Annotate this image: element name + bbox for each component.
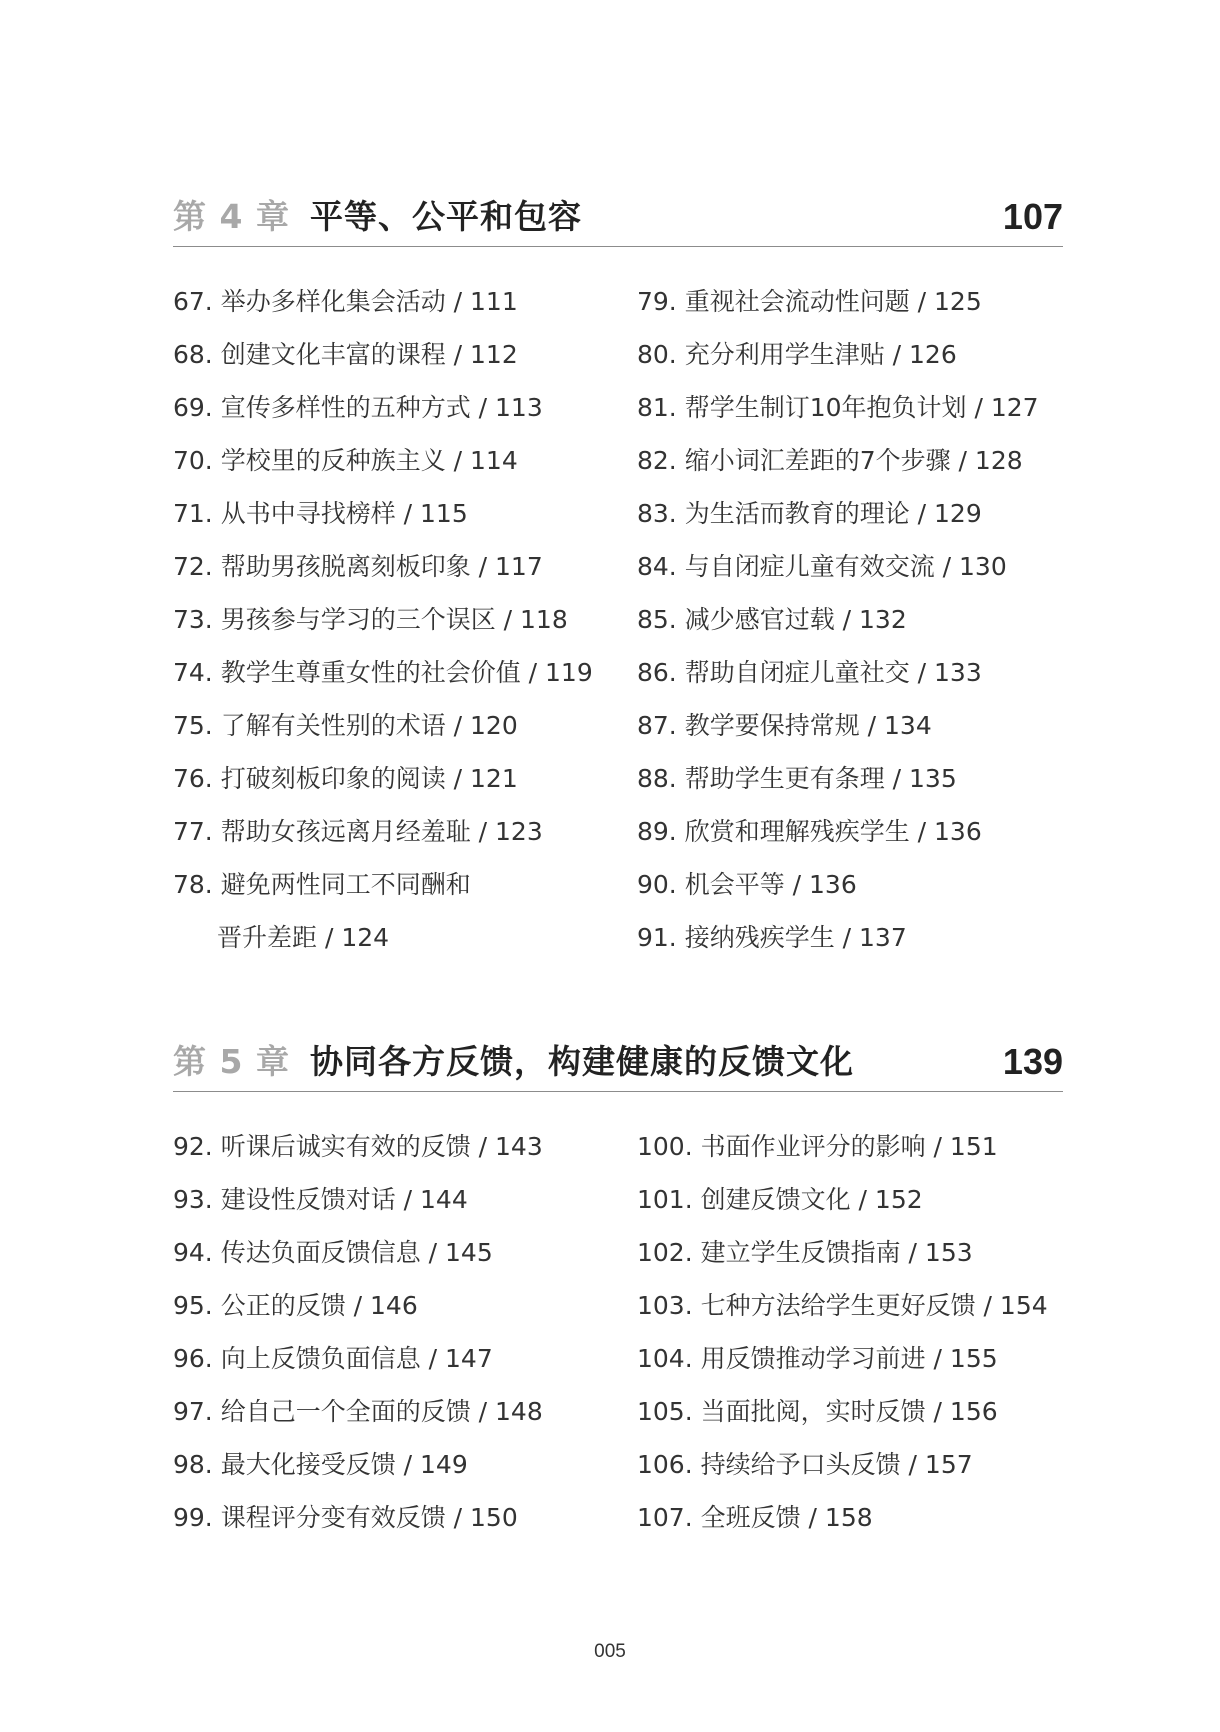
toc-entry[interactable]: 93. 建设性反馈对话 / 144 — [173, 1185, 468, 1214]
toc-entry[interactable]: 85. 减少感官过载 / 132 — [637, 605, 907, 634]
chapter-4 — [173, 190, 1063, 952]
toc-entry[interactable]: 95. 公正的反馈 / 146 — [173, 1291, 418, 1320]
toc-entry[interactable]: 72. 帮助男孩脱离刻板印象 / 117 — [173, 552, 543, 581]
toc-entry[interactable]: 86. 帮助自闭症儿童社交 / 133 — [637, 658, 982, 687]
toc-entry[interactable]: 68. 创建文化丰富的课程 / 112 — [173, 340, 518, 369]
toc-entry[interactable]: 81. 帮学生制订10年抱负计划 / 127 — [637, 393, 1039, 422]
toc-entry[interactable]: 104. 用反馈推动学习前进 / 155 — [637, 1344, 998, 1373]
toc-entry[interactable]: 70. 学校里的反种族主义 / 114 — [173, 446, 518, 475]
chapter-number: 第 5 章 — [173, 1042, 290, 1081]
toc-entry[interactable]: 99. 课程评分变有效反馈 / 150 — [173, 1503, 518, 1532]
toc-entry[interactable]: 105. 当面批阅，实时反馈 / 156 — [637, 1397, 998, 1426]
toc-entry[interactable]: 83. 为生活而教育的理论 / 129 — [637, 499, 982, 528]
toc-entry[interactable]: 67. 举办多样化集会活动 / 111 — [173, 287, 518, 316]
toc-entry[interactable]: 88. 帮助学生更有条理 / 135 — [637, 764, 957, 793]
toc-entry[interactable]: 87. 教学要保持常规 / 134 — [637, 711, 932, 740]
toc-entry[interactable]: 100. 书面作业评分的影响 / 151 — [637, 1132, 998, 1161]
toc-entry[interactable]: 79. 重视社会流动性问题 / 125 — [637, 287, 982, 316]
toc-entry[interactable]: 89. 欣赏和理解残疾学生 / 136 — [637, 817, 982, 846]
chapter-page-number: 107 — [1002, 196, 1063, 237]
toc-entry[interactable]: 80. 充分利用学生津贴 / 126 — [637, 340, 957, 369]
toc-entry[interactable]: 94. 传达负面反馈信息 / 145 — [173, 1238, 493, 1267]
chapter-header — [173, 1035, 1063, 1092]
toc-left-column — [173, 275, 593, 964]
toc-entry[interactable]: 101. 创建反馈文化 / 152 — [637, 1185, 923, 1214]
toc-entry[interactable]: 77. 帮助女孩远离月经羞耻 / 123 — [173, 817, 543, 846]
toc-entry[interactable]: 103. 七种方法给学生更好反馈 / 154 — [637, 1291, 1048, 1320]
chapter-header — [173, 190, 1063, 247]
toc-entry[interactable]: 71. 从书中寻找榜样 / 115 — [173, 499, 468, 528]
toc-entry[interactable]: 92. 听课后诚实有效的反馈 / 143 — [173, 1132, 543, 1161]
chapter-title: 协同各方反馈，构建健康的反馈文化 — [310, 1042, 854, 1081]
toc-entry[interactable]: 69. 宣传多样性的五种方式 / 113 — [173, 393, 543, 422]
chapter-title: 平等、公平和包容 — [310, 197, 582, 236]
toc-entry[interactable]: 75. 了解有关性别的术语 / 120 — [173, 711, 518, 740]
toc-entry[interactable]: 107. 全班反馈 / 158 — [637, 1503, 873, 1532]
toc-entry[interactable]: 97. 给自己一个全面的反馈 / 148 — [173, 1397, 543, 1426]
toc-right-column — [637, 1120, 1048, 1544]
toc-entry[interactable]: 91. 接纳残疾学生 / 137 — [637, 923, 907, 952]
toc-entry[interactable]: 98. 最大化接受反馈 / 149 — [173, 1450, 468, 1479]
toc-entry[interactable]: 78. 避免两性同工不同酬和 — [173, 870, 471, 899]
chapter-5 — [173, 1035, 1063, 1532]
toc-entry[interactable]: 96. 向上反馈负面信息 / 147 — [173, 1344, 493, 1373]
toc-entry[interactable]: 84. 与自闭症儿童有效交流 / 130 — [637, 552, 1007, 581]
toc-right-column — [637, 275, 1039, 964]
page-number: 005 — [594, 1641, 626, 1662]
toc-left-column — [173, 1120, 543, 1544]
toc-entry-continuation[interactable]: 晋升差距 / 124 — [217, 923, 390, 952]
toc-entry[interactable]: 74. 教学生尊重女性的社会价值 / 119 — [173, 658, 593, 687]
toc-entry[interactable]: 102. 建立学生反馈指南 / 153 — [637, 1238, 973, 1267]
toc-entry[interactable]: 82. 缩小词汇差距的7个步骤 / 128 — [637, 446, 1023, 475]
chapter-page-number: 139 — [1002, 1041, 1063, 1082]
toc-entry[interactable]: 73. 男孩参与学习的三个误区 / 118 — [173, 605, 568, 634]
toc-entry[interactable]: 90. 机会平等 / 136 — [637, 870, 857, 899]
toc-entry[interactable]: 106. 持续给予口头反馈 / 157 — [637, 1450, 973, 1479]
chapter-number: 第 4 章 — [173, 197, 290, 236]
toc-entry[interactable]: 76. 打破刻板印象的阅读 / 121 — [173, 764, 518, 793]
